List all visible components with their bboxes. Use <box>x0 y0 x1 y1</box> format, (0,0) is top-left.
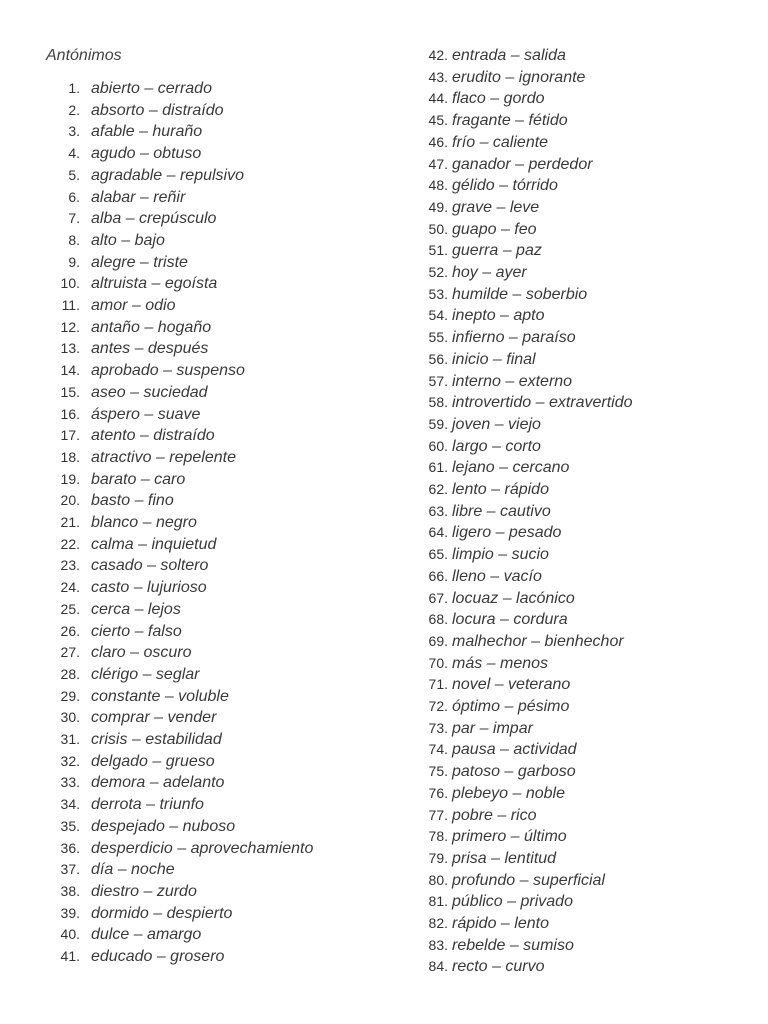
item-number: 59. <box>428 415 448 432</box>
list-item <box>0 805 537 827</box>
antonym-pair: flaco – gordo <box>452 90 545 108</box>
antonym-pair: barato – caro <box>91 470 186 488</box>
antonym-pair: primero – último <box>452 828 567 846</box>
item-number: 33. <box>60 774 80 791</box>
list-item <box>0 848 556 870</box>
item-number: 83. <box>428 936 448 953</box>
antonym-pair: profundo – superficial <box>452 871 605 889</box>
item-number: 3. <box>68 123 80 140</box>
antonym-pair: agradable – repulsivo <box>91 166 244 184</box>
item-number: 38. <box>60 882 80 899</box>
antonym-pair: alabar – reñir <box>91 188 186 206</box>
antonym-pair: basto – fino <box>91 492 174 510</box>
item-number: 76. <box>428 784 448 801</box>
item-number: 55. <box>428 329 448 346</box>
antonym-pair: antaño – hogaño <box>91 318 212 336</box>
antonym-pair: amor – odio <box>91 297 176 314</box>
antonym-pair: ligero – pesado <box>452 524 562 542</box>
antonym-pair: novel – veterano <box>452 676 571 694</box>
item-number: 5. <box>68 166 80 183</box>
antonym-pair: demora – adelanto <box>91 774 225 792</box>
item-number: 72. <box>428 698 448 714</box>
antonym-pair: recto – curvo <box>452 958 545 976</box>
item-number: 70. <box>428 654 448 671</box>
item-number: 67. <box>428 589 448 606</box>
list-item <box>0 588 575 610</box>
list-item <box>0 371 572 393</box>
item-number: 24. <box>60 579 80 596</box>
antonym-pair: agudo – obtuso <box>91 145 202 163</box>
antonym-pair: clérigo – seglar <box>91 665 200 683</box>
antonym-pair: inepto – apto <box>452 307 545 325</box>
item-number: 35. <box>60 817 80 834</box>
antonym-pair: dulce – amargo <box>91 926 202 944</box>
item-number: 51. <box>428 242 448 259</box>
list-item <box>0 457 569 479</box>
item-number: 15. <box>60 383 80 400</box>
antonym-pair: claro – oscuro <box>91 644 192 662</box>
antonym-pair: afable – huraño <box>91 123 203 141</box>
antonym-pair: prisa – lentitud <box>452 849 557 867</box>
list-item <box>0 935 574 957</box>
antonym-pair: par – impar <box>452 719 533 737</box>
list-item <box>0 913 549 935</box>
item-number: 64. <box>428 524 448 541</box>
list-item <box>0 284 587 306</box>
antonym-pair: derrota – triunfo <box>91 796 204 814</box>
item-number: 62. <box>428 481 448 497</box>
item-number: 4. <box>68 145 80 162</box>
antonym-pair: guerra – paz <box>452 242 542 260</box>
item-number: 2. <box>68 101 80 118</box>
antonym-pair: áspero – suave <box>91 405 201 423</box>
antonym-pair: constante – voluble <box>91 687 229 705</box>
antonym-pair: diestro – zurdo <box>91 882 197 900</box>
list-item <box>0 891 573 913</box>
list-item <box>0 88 545 110</box>
antonym-pair: infierno – paraíso <box>452 329 576 347</box>
list-item <box>0 175 558 197</box>
item-number: 29. <box>60 687 80 704</box>
antonym-pair: blanco – negro <box>91 514 197 531</box>
antonym-pair: rebelde – sumiso <box>452 936 574 954</box>
list-item <box>0 110 568 132</box>
item-number: 77. <box>428 806 448 823</box>
antonym-pair: educado – grosero <box>91 948 225 965</box>
item-number: 75. <box>428 763 448 780</box>
item-number: 57. <box>428 372 448 389</box>
antonym-pair: guapo – feo <box>452 220 537 238</box>
item-number: 73. <box>428 719 448 736</box>
item-number: 79. <box>428 849 448 866</box>
list-item <box>0 197 539 219</box>
antonym-pair: calma – inquietud <box>91 535 217 553</box>
item-number: 40. <box>60 926 80 943</box>
list-item <box>0 392 633 414</box>
item-number: 71. <box>428 676 448 693</box>
antonym-pair: más – menos <box>452 654 549 672</box>
item-number: 6. <box>68 188 80 205</box>
item-number: 17. <box>60 427 80 444</box>
item-number: 32. <box>60 752 80 769</box>
item-number: 52. <box>428 264 448 280</box>
item-number: 12. <box>60 318 80 335</box>
item-number: 66. <box>428 567 448 584</box>
item-number: 36. <box>60 839 80 856</box>
item-number: 46. <box>428 133 448 150</box>
antonym-pair: hoy – ayer <box>452 264 527 281</box>
item-number: 81. <box>428 893 448 910</box>
item-number: 39. <box>60 904 80 921</box>
item-number: 18. <box>60 448 80 465</box>
list-item <box>0 349 536 371</box>
list-item <box>0 870 605 892</box>
item-number: 48. <box>428 177 448 194</box>
antonym-pair: casado – soltero <box>91 557 209 575</box>
antonym-pair: cierto – falso <box>91 622 182 640</box>
antonym-pair: lejano – cercano <box>452 459 570 477</box>
list-item <box>0 653 548 675</box>
item-number: 31. <box>60 731 80 747</box>
list-item <box>0 761 576 783</box>
antonym-pair: alto – bajo <box>91 231 165 249</box>
list-item <box>0 262 527 284</box>
item-number: 42. <box>428 47 448 63</box>
antonym-pair: inicio – final <box>452 350 536 368</box>
antonym-pair: malhechor – bienhechor <box>452 632 624 650</box>
antonym-pair: humilde – soberbio <box>452 285 588 303</box>
antonym-pair: abierto – cerrado <box>91 80 212 97</box>
item-number: 13. <box>60 340 80 357</box>
antonym-pair: altruista – egoísta <box>91 275 218 293</box>
antonym-pair: cerca – lejos <box>91 600 181 618</box>
list-item <box>0 696 569 718</box>
item-number: 37. <box>60 861 80 878</box>
list-item <box>0 154 593 176</box>
antonym-pair: largo – corto <box>452 437 541 455</box>
antonym-pair: libre – cautivo <box>452 502 551 520</box>
antonym-pair: plebeyo – noble <box>452 784 565 802</box>
antonym-pair: rápido – lento <box>452 915 549 932</box>
list-item <box>0 501 551 523</box>
list-item <box>0 739 577 761</box>
item-number: 21. <box>60 514 80 530</box>
item-number: 30. <box>60 709 80 726</box>
list-item <box>0 305 545 327</box>
antonym-pair: fragante – fétido <box>452 112 568 130</box>
list-item <box>0 219 537 241</box>
item-number: 60. <box>428 437 448 454</box>
item-number: 1. <box>68 80 80 96</box>
antonym-pair: absorto – distraído <box>91 101 224 119</box>
item-number: 54. <box>428 307 448 324</box>
antonym-pair: patoso – garboso <box>452 763 576 781</box>
list-item <box>0 414 541 436</box>
item-number: 74. <box>428 741 448 758</box>
item-number: 28. <box>60 665 80 682</box>
antonym-pair: lento – rápido <box>452 481 549 498</box>
item-number: 78. <box>428 828 448 845</box>
antonym-pair: antes – después <box>91 340 209 358</box>
item-number: 27. <box>60 644 80 661</box>
antonym-pair: casto – lujurioso <box>91 579 207 597</box>
antonym-pair: gélido – tórrido <box>452 177 558 195</box>
antonym-pair: limpio – sucio <box>452 546 549 564</box>
item-number: 9. <box>68 253 80 270</box>
page-title: Antónimos <box>46 47 122 64</box>
item-number: 26. <box>60 622 80 639</box>
item-number: 8. <box>68 231 80 248</box>
item-number: 56. <box>428 350 448 367</box>
item-number: 80. <box>428 871 448 888</box>
item-number: 14. <box>60 362 80 379</box>
item-number: 20. <box>60 492 80 509</box>
antonym-pair: erudito – ignorante <box>452 68 586 86</box>
list-item <box>0 436 541 458</box>
antonym-pair: atractivo – repelente <box>91 448 236 466</box>
item-number: 7. <box>68 210 80 227</box>
list-item <box>0 479 549 501</box>
antonym-pair: lleno – vacío <box>452 567 542 585</box>
item-number: 53. <box>428 285 448 302</box>
item-number: 65. <box>428 546 448 563</box>
antonym-pair: desperdicio – aprovechamiento <box>91 839 314 857</box>
antonym-pair: crisis – estabilidad <box>91 731 222 748</box>
antonym-pair: grave – leve <box>452 198 540 216</box>
item-number: 47. <box>428 155 448 172</box>
item-number: 58. <box>428 394 448 411</box>
item-number: 45. <box>428 112 448 129</box>
list-item <box>0 674 570 696</box>
list-item <box>0 45 566 67</box>
antonym-pair: pobre – rico <box>452 806 537 824</box>
antonym-pair: interno – externo <box>452 372 573 390</box>
item-number: 49. <box>428 198 448 215</box>
item-number: 34. <box>60 796 80 813</box>
antonym-pair: locura – cordura <box>452 611 568 629</box>
antonym-pair: despejado – nuboso <box>91 817 236 835</box>
list-item <box>0 609 568 631</box>
list-item <box>0 544 549 566</box>
antonym-pair: pausa – actividad <box>452 741 577 759</box>
item-number: 16. <box>60 405 80 422</box>
antonym-pair: atento – distraído <box>91 427 215 445</box>
list-item <box>0 718 533 740</box>
list-item <box>0 566 542 588</box>
antonym-pair: entrada – salida <box>452 47 566 64</box>
antonym-pair: aprobado – suspenso <box>91 362 245 380</box>
item-number: 63. <box>428 502 448 519</box>
antonym-pair: comprar – vender <box>91 709 217 727</box>
antonym-pair: delgado – grueso <box>91 752 215 770</box>
antonym-pair: alba – crepúsculo <box>91 210 217 228</box>
antonym-pair: día – noche <box>91 861 175 879</box>
antonym-pair: público – privado <box>452 893 573 911</box>
item-number: 44. <box>428 90 448 107</box>
item-number: 10. <box>60 275 80 292</box>
item-number: 68. <box>428 611 448 628</box>
list-item <box>0 826 567 848</box>
antonym-pair: frío – caliente <box>452 133 549 151</box>
antonym-pair: alegre – triste <box>91 253 188 271</box>
list-item <box>0 522 561 544</box>
item-number: 23. <box>60 557 80 574</box>
list-item <box>0 132 548 154</box>
list-item <box>0 783 565 805</box>
antonym-pair: óptimo – pésimo <box>452 698 570 715</box>
list-item <box>0 67 585 89</box>
item-number: 25. <box>60 600 80 617</box>
antonym-pair: locuaz – lacónico <box>452 589 575 607</box>
item-number: 41. <box>60 948 80 964</box>
list-item <box>0 956 544 978</box>
item-number: 84. <box>428 958 448 975</box>
item-number: 19. <box>60 470 80 487</box>
list-item <box>0 327 576 349</box>
antonym-pair: aseo – suciedad <box>91 383 208 401</box>
item-number: 11. <box>61 297 80 313</box>
list-item <box>0 240 542 262</box>
item-number: 50. <box>428 220 448 237</box>
antonym-pair: introvertido – extravertido <box>452 394 633 412</box>
antonym-pair: dormido – despierto <box>91 904 233 922</box>
antonym-pair: ganador – perdedor <box>452 155 593 173</box>
item-number: 43. <box>428 68 448 85</box>
item-number: 69. <box>428 632 448 649</box>
list-item <box>0 631 624 653</box>
item-number: 22. <box>60 535 80 552</box>
antonym-pair: joven – viejo <box>452 415 541 433</box>
item-number: 61. <box>428 459 448 476</box>
item-number: 82. <box>428 915 448 931</box>
